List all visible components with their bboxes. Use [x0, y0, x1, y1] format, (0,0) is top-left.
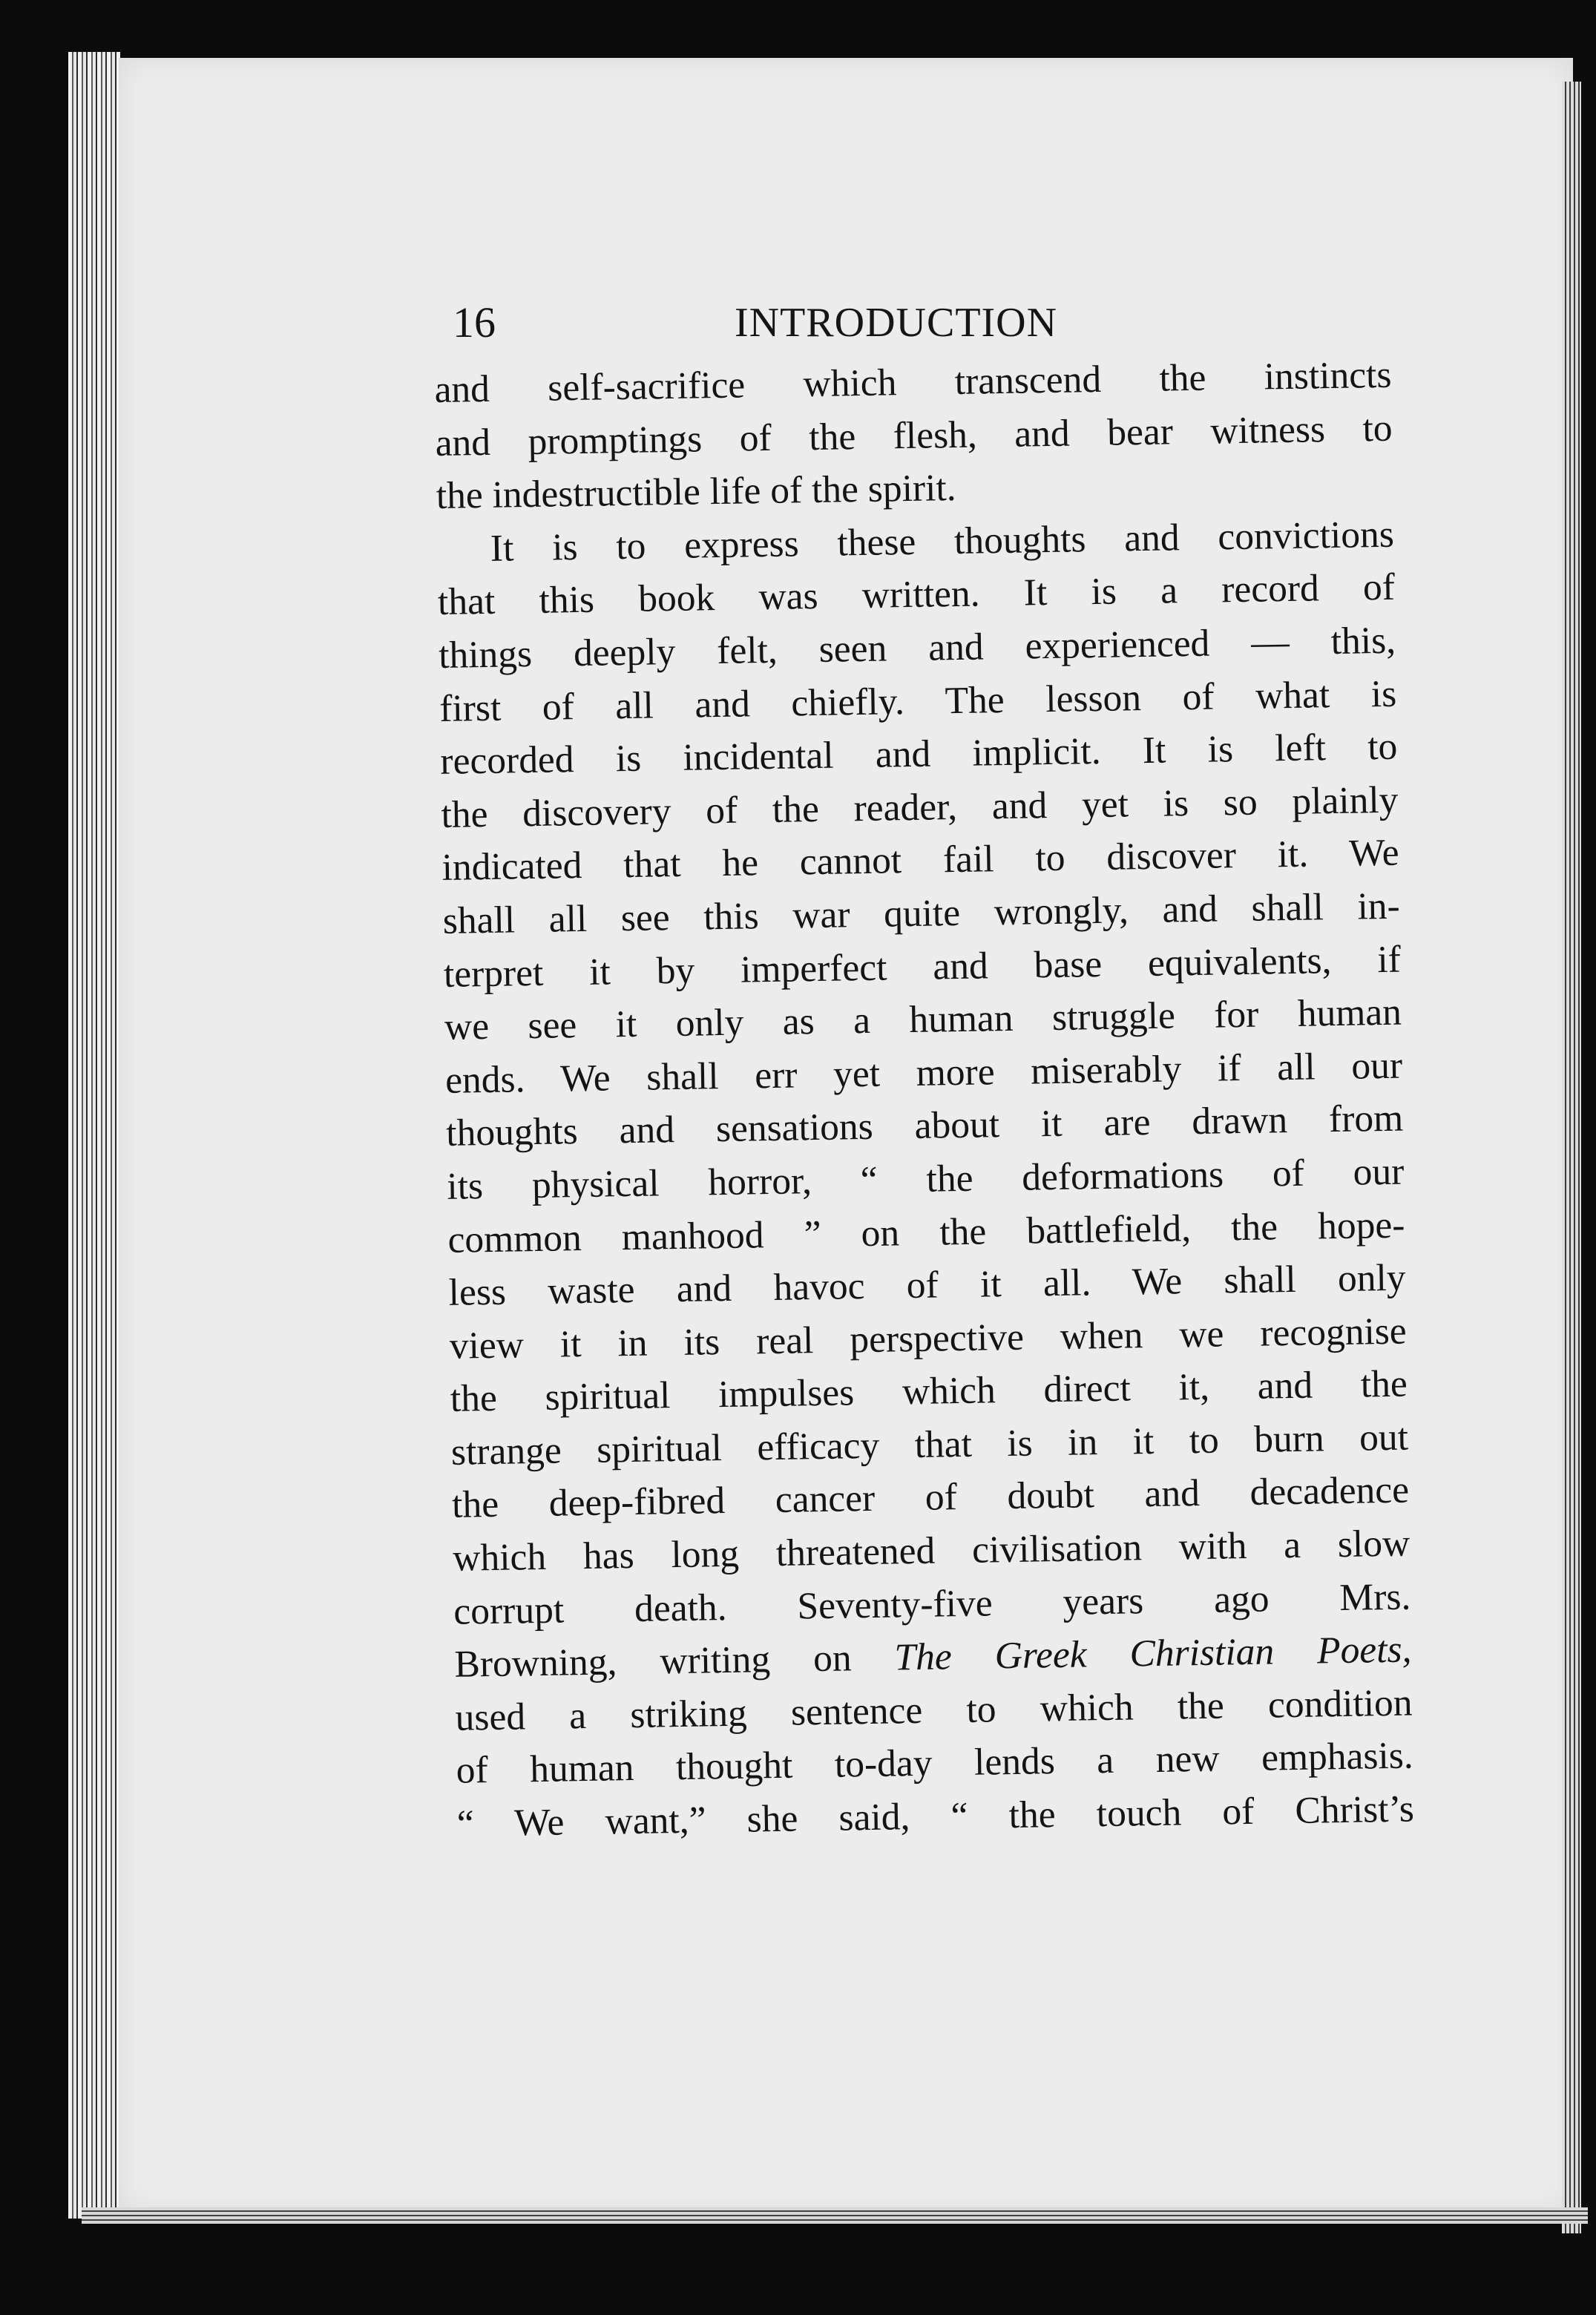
book-bottom-edge: [82, 2207, 1588, 2224]
text-line: terpret it by imperfect and base equivalents, if: [443, 938, 1402, 996]
book-title-italic: The Greek Christian Poets,: [894, 1628, 1412, 1679]
text-line: of human thought to-day lends a new emphasis.: [456, 1734, 1414, 1793]
text-line: the discovery of the reader, and yet is so plainly: [441, 778, 1399, 836]
text-line: thoughts and sensations about it are drawn from: [445, 1097, 1404, 1155]
text-line: that this book was written. It is a record of: [437, 566, 1396, 624]
text-line: the indestructible life of the spirit.: [436, 467, 956, 518]
text-line-start: Browning, writing on: [454, 1637, 853, 1687]
book-page-edges: [68, 52, 120, 2219]
text-line: things deeply felt, seen and experienced — this,: [438, 619, 1396, 677]
page-number: 16: [453, 298, 496, 347]
text-line: less waste and havoc of it all. We shall only: [448, 1256, 1406, 1314]
running-head: [453, 293, 1417, 352]
text-line: and promptings of the flesh, and bear witness to: [435, 407, 1393, 464]
text-line: “ We want,” she said, “ the touch of Christ’s: [456, 1787, 1415, 1845]
text-line: which has long threatened civilisation with a slow: [452, 1522, 1411, 1580]
text-line: corrupt death. Seventy-five years ago Mrs.: [453, 1575, 1411, 1633]
text-line: its physical horror, “ the deformations of our: [446, 1150, 1405, 1208]
text-line: the deep-fibred cancer of doubt and decadence: [451, 1469, 1410, 1527]
text-line: and self-sacrifice which transcend the instincts: [434, 353, 1392, 411]
text-line: shall all see this war quite wrongly, and shall in-: [442, 884, 1401, 942]
text-line: used a striking sentence to which the condition: [455, 1681, 1413, 1739]
book-right-edge: [1562, 82, 1581, 2233]
text-line: common manhood ” on the battlefield, the hope-: [447, 1204, 1405, 1261]
text-line: It is to express these thoughts and convictions: [490, 513, 1395, 570]
running-title: INTRODUCTION: [735, 300, 1058, 346]
text-line: we see it only as a human struggle for human: [444, 991, 1402, 1049]
text-line: the spiritual impulses which direct it, and the: [450, 1362, 1408, 1421]
text-line: ends. We shall err yet more miserably if all our: [444, 1044, 1403, 1102]
text-line: first of all and chiefly. The lesson of what is: [439, 672, 1397, 730]
text-line: recorded is incidental and implicit. It is left to: [439, 725, 1398, 784]
text-line: strange spiritual efficacy that is in it to burn out: [450, 1416, 1409, 1474]
text-line: view it in its real perspective when we recognise: [449, 1310, 1408, 1367]
text-line: indicated that he cannot fail to discover it. We: [441, 832, 1399, 890]
body-text: [434, 349, 1414, 1851]
